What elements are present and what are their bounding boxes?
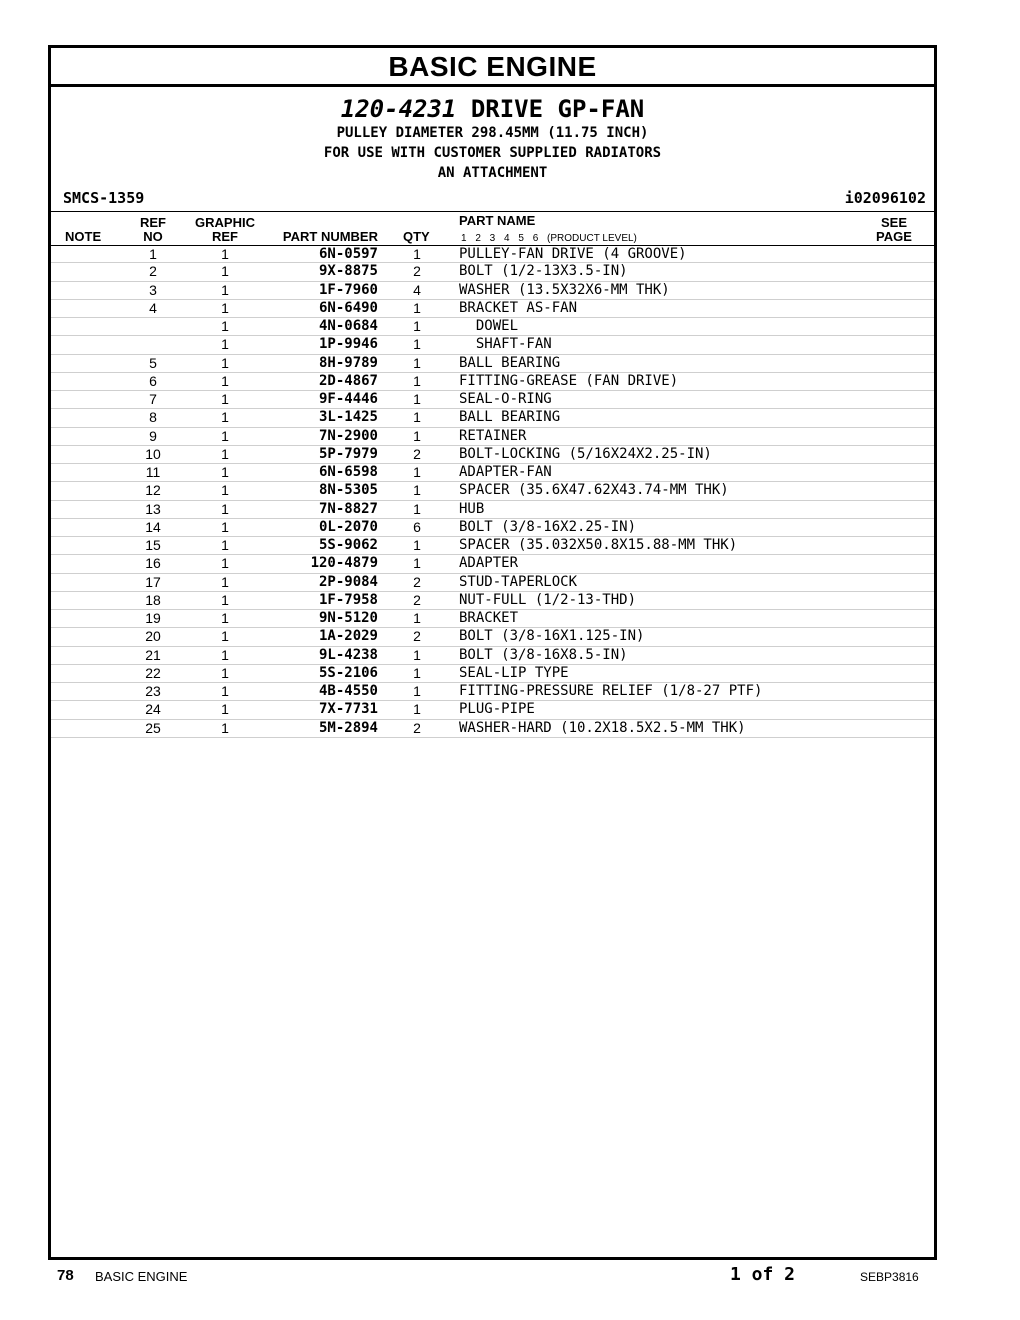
table-row xyxy=(51,555,934,573)
part-number-cell: 3L-1425 xyxy=(318,409,378,426)
part-number-cell: 6N-6598 xyxy=(318,464,378,480)
part-name-cell: FITTING-GREASE (FAN DRIVE) xyxy=(459,372,679,389)
qty-cell: 1 xyxy=(413,372,421,389)
group-description-line: FOR USE WITH CUSTOMER SUPPLIED RADIATORS xyxy=(323,145,662,161)
qty-cell: 1 xyxy=(413,500,421,517)
part-name-cell: HUB xyxy=(459,500,485,517)
ref-no-cell: 4 xyxy=(149,299,157,316)
part-number-cell: 5S-9062 xyxy=(318,537,378,553)
qty-cell: 1 xyxy=(413,246,421,262)
column-header-graphic-ref-bottom: REF xyxy=(212,229,238,244)
column-header-qty: QTY xyxy=(403,229,430,244)
part-name-cell: BOLT (1/2-13X3.5-IN) xyxy=(459,263,628,280)
table-row xyxy=(51,501,934,519)
graphic-ref-cell: 1 xyxy=(221,299,229,316)
group-header xyxy=(51,87,934,183)
ref-no-cell: 16 xyxy=(145,555,161,572)
ref-no-cell: 14 xyxy=(145,518,161,535)
ref-no-cell: 1 xyxy=(149,246,157,262)
part-name-cell: WASHER (13.5X32X6-MM THK) xyxy=(459,281,670,298)
column-header-see-page xyxy=(874,216,914,244)
part-name-cell: SEAL-O-RING xyxy=(459,391,552,407)
footer-page-number: 78 xyxy=(57,1267,74,1284)
ref-no-cell: 22 xyxy=(145,664,161,681)
section-header xyxy=(51,48,934,87)
ref-no-cell: 21 xyxy=(145,646,161,663)
graphic-ref-cell: 1 xyxy=(221,391,229,407)
graphic-ref-cell: 1 xyxy=(221,555,229,572)
part-name-cell: RETAINER xyxy=(459,427,527,444)
table-row xyxy=(51,391,934,409)
graphic-ref-cell: 1 xyxy=(221,354,229,371)
part-number-cell: 5S-2106 xyxy=(318,664,378,681)
part-number-cell: 8N-5305 xyxy=(318,482,378,499)
qty-cell: 2 xyxy=(413,719,421,736)
group-number: 120-4231 xyxy=(340,95,457,123)
table-row xyxy=(51,282,934,300)
ref-no-cell: 25 xyxy=(145,719,161,736)
column-header-note: NOTE xyxy=(65,229,102,244)
table-row xyxy=(51,336,934,354)
part-number-cell: 0L-2070 xyxy=(318,518,378,535)
part-number-cell: 5P-7979 xyxy=(318,445,378,462)
graphic-ref-cell: 1 xyxy=(221,409,229,426)
graphic-ref-cell: 1 xyxy=(221,518,229,535)
ref-no-cell: 15 xyxy=(145,537,161,553)
table-row xyxy=(51,592,934,610)
part-number-cell: 1F-7960 xyxy=(318,281,378,298)
graphic-ref-cell: 1 xyxy=(221,263,229,280)
part-name-cell: SEAL-LIP TYPE xyxy=(459,664,569,681)
group-description-line: PULLEY DIAMETER 298.45MM (11.75 INCH) xyxy=(336,125,649,141)
ref-no-cell: 12 xyxy=(145,482,161,499)
graphic-ref-cell: 1 xyxy=(221,628,229,645)
part-name-cell: ADAPTER-FAN xyxy=(459,464,552,480)
qty-cell: 1 xyxy=(413,409,421,426)
part-name-cell: SHAFT-FAN xyxy=(459,336,552,353)
part-number-cell: 7N-2900 xyxy=(318,427,378,444)
part-name-cell: FITTING-PRESSURE RELIEF (1/8-27 PTF) xyxy=(459,683,763,699)
column-header-see-page-top: SEE xyxy=(880,215,907,230)
qty-cell: 4 xyxy=(413,281,421,298)
graphic-ref-cell: 1 xyxy=(221,336,229,353)
graphic-ref-cell: 1 xyxy=(221,683,229,699)
group-name: DRIVE GP-FAN xyxy=(470,95,645,123)
qty-cell: 1 xyxy=(413,336,421,353)
graphic-ref-cell: 1 xyxy=(221,318,229,334)
ref-no-cell: 8 xyxy=(149,409,157,426)
header-divider xyxy=(51,211,934,212)
table-row xyxy=(51,245,934,263)
section-title: BASIC ENGINE xyxy=(388,51,597,82)
qty-cell: 2 xyxy=(413,263,421,280)
part-number-cell: 6N-0597 xyxy=(318,246,378,262)
part-number-cell: 7N-8827 xyxy=(318,500,378,517)
part-name-cell: NUT-FULL (1/2-13-THD) xyxy=(459,591,637,608)
qty-cell: 1 xyxy=(413,318,421,334)
table-row xyxy=(51,720,934,738)
graphic-ref-cell: 1 xyxy=(221,537,229,553)
column-header-part-name: PART NAME xyxy=(459,213,536,228)
graphic-ref-cell: 1 xyxy=(221,591,229,608)
table-row xyxy=(51,628,934,646)
qty-cell: 1 xyxy=(413,701,421,718)
table-row xyxy=(51,482,934,500)
graphic-ref-cell: 1 xyxy=(221,246,229,262)
table-row xyxy=(51,701,934,719)
part-number-cell: 1A-2029 xyxy=(318,628,378,645)
graphic-ref-cell: 1 xyxy=(221,664,229,681)
graphic-ref-cell: 1 xyxy=(221,701,229,718)
part-name-cell: BALL BEARING xyxy=(459,354,561,371)
footer-document-number: SEBP3816 xyxy=(860,1270,919,1284)
ref-no-cell: 23 xyxy=(145,683,161,699)
part-name-cell: BOLT (3/8-16X2.25-IN) xyxy=(459,518,637,535)
table-row xyxy=(51,665,934,683)
table-row xyxy=(51,409,934,427)
qty-cell: 6 xyxy=(413,518,421,535)
table-row xyxy=(51,519,934,537)
ref-no-cell: 20 xyxy=(145,628,161,645)
table-row xyxy=(51,610,934,628)
qty-cell: 1 xyxy=(413,683,421,699)
qty-cell: 1 xyxy=(413,610,421,626)
qty-cell: 1 xyxy=(413,299,421,316)
product-level-numbers: 1 2 3 4 5 6 xyxy=(461,233,539,244)
column-header-ref-no-top: REF xyxy=(140,215,166,230)
ref-no-cell: 11 xyxy=(145,464,161,480)
ref-no-cell: 24 xyxy=(145,701,161,718)
ref-no-cell: 2 xyxy=(149,263,157,280)
product-level-label: (PRODUCT LEVEL) xyxy=(547,233,637,244)
column-header-ref-no xyxy=(131,216,175,244)
part-number-cell: 4B-4550 xyxy=(318,683,378,699)
part-name-cell: DOWEL xyxy=(459,318,519,334)
graphic-ref-cell: 1 xyxy=(221,719,229,736)
part-name-cell: PULLEY-FAN DRIVE (4 GROOVE) xyxy=(459,246,687,262)
qty-cell: 1 xyxy=(413,427,421,444)
graphic-ref-cell: 1 xyxy=(221,445,229,462)
part-number-cell: 1F-7958 xyxy=(318,591,378,608)
graphic-ref-cell: 1 xyxy=(221,482,229,499)
part-number-cell: 2P-9084 xyxy=(318,573,378,590)
parts-table-body xyxy=(51,245,934,738)
ref-no-cell: 9 xyxy=(149,427,157,444)
table-row xyxy=(51,647,934,665)
part-number-cell: 120-4879 xyxy=(310,555,378,572)
part-name-cell: BOLT (3/8-16X1.125-IN) xyxy=(459,628,645,645)
graphic-ref-cell: 1 xyxy=(221,573,229,590)
illustration-id: i02096102 xyxy=(844,189,926,207)
qty-cell: 1 xyxy=(413,646,421,663)
part-number-cell: 9F-4446 xyxy=(318,391,378,407)
smcs-code: SMCS-1359 xyxy=(63,189,145,207)
qty-cell: 1 xyxy=(413,391,421,407)
part-name-cell: BRACKET AS-FAN xyxy=(459,299,578,316)
part-name-cell: BOLT (3/8-16X8.5-IN) xyxy=(459,646,628,663)
qty-cell: 1 xyxy=(413,537,421,553)
table-row xyxy=(51,574,934,592)
ref-no-cell: 3 xyxy=(149,281,157,298)
graphic-ref-cell: 1 xyxy=(221,500,229,517)
column-header-see-page-bottom: PAGE xyxy=(876,229,912,244)
qty-cell: 1 xyxy=(413,482,421,499)
ref-no-cell: 6 xyxy=(149,372,157,389)
part-name-cell: STUD-TAPERLOCK xyxy=(459,573,578,590)
qty-cell: 1 xyxy=(413,664,421,681)
part-name-cell: ADAPTER xyxy=(459,555,519,572)
parts-list-frame xyxy=(48,45,937,1260)
graphic-ref-cell: 1 xyxy=(221,646,229,663)
qty-cell: 1 xyxy=(413,354,421,371)
graphic-ref-cell: 1 xyxy=(221,372,229,389)
part-number-cell: 9X-8875 xyxy=(318,263,378,280)
part-name-cell: BRACKET xyxy=(459,610,519,626)
qty-cell: 1 xyxy=(413,464,421,480)
qty-cell: 2 xyxy=(413,445,421,462)
group-description-line: AN ATTACHMENT xyxy=(437,165,548,181)
table-row xyxy=(51,373,934,391)
table-row xyxy=(51,318,934,336)
footer-section-name: BASIC ENGINE xyxy=(95,1269,188,1284)
ref-no-cell: 18 xyxy=(145,591,161,608)
qty-cell: 2 xyxy=(413,628,421,645)
part-number-cell: 2D-4867 xyxy=(318,372,378,389)
ref-no-cell: 17 xyxy=(145,573,161,590)
ref-no-cell: 5 xyxy=(149,354,157,371)
column-header-graphic-ref-top: GRAPHIC xyxy=(195,215,255,230)
table-row xyxy=(51,263,934,281)
part-name-cell: BALL BEARING xyxy=(459,409,561,426)
table-row xyxy=(51,464,934,482)
graphic-ref-cell: 1 xyxy=(221,610,229,626)
group-title xyxy=(51,95,934,123)
part-number-cell: 8H-9789 xyxy=(318,354,378,371)
table-row xyxy=(51,428,934,446)
table-row xyxy=(51,537,934,555)
part-name-cell: PLUG-PIPE xyxy=(459,701,535,718)
table-row xyxy=(51,683,934,701)
table-row xyxy=(51,446,934,464)
qty-cell: 2 xyxy=(413,591,421,608)
ref-no-cell: 19 xyxy=(145,610,161,626)
part-name-cell: BOLT-LOCKING (5/16X24X2.25-IN) xyxy=(459,445,712,462)
part-number-cell: 9L-4238 xyxy=(318,646,378,663)
ref-no-cell: 7 xyxy=(149,391,157,407)
part-name-cell: SPACER (35.032X50.8X15.88-MM THK) xyxy=(459,537,738,553)
footer-page-count: 1 of 2 xyxy=(730,1264,796,1285)
part-number-cell: 5M-2894 xyxy=(318,719,378,736)
table-row xyxy=(51,355,934,373)
part-number-cell: 9N-5120 xyxy=(318,610,378,626)
column-header-ref-no-bottom: NO xyxy=(143,229,163,244)
column-header-product-levels xyxy=(461,232,637,246)
qty-cell: 2 xyxy=(413,573,421,590)
part-number-cell: 6N-6490 xyxy=(318,299,378,316)
part-number-cell: 7X-7731 xyxy=(318,701,378,718)
table-row xyxy=(51,300,934,318)
graphic-ref-cell: 1 xyxy=(221,427,229,444)
part-number-cell: 4N-0684 xyxy=(318,318,378,334)
part-number-cell: 1P-9946 xyxy=(318,336,378,353)
column-header-part-number: PART NUMBER xyxy=(282,229,378,244)
graphic-ref-cell: 1 xyxy=(221,464,229,480)
qty-cell: 1 xyxy=(413,555,421,572)
ref-no-cell: 13 xyxy=(145,500,161,517)
part-name-cell: SPACER (35.6X47.62X43.74-MM THK) xyxy=(459,482,729,499)
part-name-cell: WASHER-HARD (10.2X18.5X2.5-MM THK) xyxy=(459,719,746,736)
ref-no-cell: 10 xyxy=(145,445,161,462)
graphic-ref-cell: 1 xyxy=(221,281,229,298)
